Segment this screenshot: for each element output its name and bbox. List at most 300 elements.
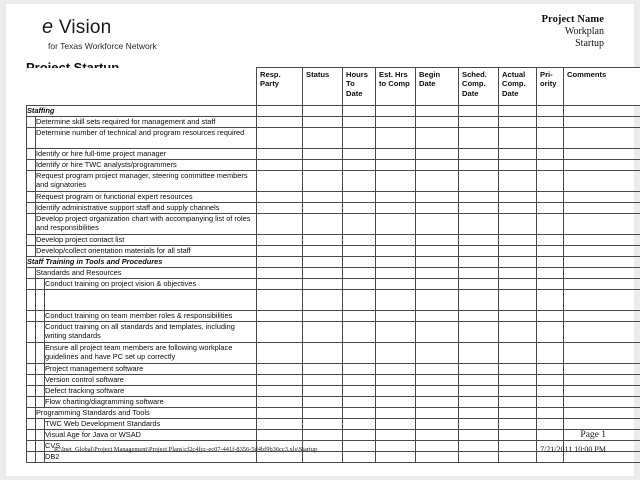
cell-comments: [564, 171, 640, 192]
task-label: Request program or functional expert resources: [36, 192, 257, 203]
cell-actual-comp-date: [499, 235, 537, 246]
task-label: Version control software: [45, 375, 257, 386]
cell-begin-date: [416, 279, 459, 290]
cell-sched-comp-date: [459, 311, 499, 322]
cell-begin-date: [416, 171, 459, 192]
column-header-comments: Comments: [564, 68, 640, 106]
indent-spacer: [36, 364, 45, 375]
cell-priority: [537, 203, 564, 214]
cell-status: [303, 386, 343, 397]
cell-status: [303, 408, 343, 419]
cell-sched-comp-date: [459, 386, 499, 397]
indent-spacer: [27, 171, 36, 192]
cell-sched-comp-date: [459, 279, 499, 290]
cell-status: [303, 246, 343, 257]
cell-sched-comp-date: [459, 290, 499, 311]
cell-begin-date: [416, 160, 459, 171]
table-row: [27, 214, 640, 235]
cell-comments: [564, 375, 640, 386]
cell-begin-date: [416, 149, 459, 160]
task-label: Flow charting/diagramming software: [45, 397, 257, 408]
table-row: [27, 322, 640, 343]
cell-actual-comp-date: [499, 117, 537, 128]
table-row: [27, 192, 640, 203]
cell-comments: [564, 214, 640, 235]
cell-status: [303, 343, 343, 364]
cell-begin-date: [416, 386, 459, 397]
task-label: DB2: [45, 452, 257, 463]
indent-spacer: [36, 343, 45, 364]
cell-est-hrs-to-comp: [376, 311, 416, 322]
table-header-row: [27, 68, 640, 106]
task-label: Identify or hire full-time project manager: [36, 149, 257, 160]
task-label: Defect tracking software: [45, 386, 257, 397]
cell-est-hrs-to-comp: [376, 386, 416, 397]
cell-resp-party: [257, 268, 303, 279]
cell-resp-party: [257, 171, 303, 192]
cell-sched-comp-date: [459, 203, 499, 214]
cell-status: [303, 268, 343, 279]
cell-actual-comp-date: [499, 408, 537, 419]
cell-status: [303, 106, 343, 117]
table-row: [27, 279, 640, 290]
section-label: Staff Training in Tools and Procedures: [27, 257, 257, 268]
indent-spacer: [27, 322, 36, 343]
cell-actual-comp-date: [499, 364, 537, 375]
task-label: Conduct training on project vision & objectives: [45, 279, 257, 290]
cell-est-hrs-to-comp: [376, 343, 416, 364]
cell-actual-comp-date: [499, 203, 537, 214]
cell-resp-party: [257, 257, 303, 268]
cell-status: [303, 192, 343, 203]
cell-begin-date: [416, 322, 459, 343]
cell-begin-date: [416, 290, 459, 311]
cell-comments: [564, 257, 640, 268]
cell-sched-comp-date: [459, 192, 499, 203]
cell-priority: [537, 235, 564, 246]
cell-status: [303, 149, 343, 160]
cell-priority: [537, 375, 564, 386]
cell-resp-party: [257, 397, 303, 408]
cell-priority: [537, 117, 564, 128]
cell-resp-party: [257, 375, 303, 386]
cell-sched-comp-date: [459, 364, 499, 375]
cell-status: [303, 117, 343, 128]
task-label: Conduct training on team member roles & responsibilities: [45, 311, 257, 322]
cell-actual-comp-date: [499, 246, 537, 257]
cell-comments: [564, 311, 640, 322]
cell-actual-comp-date: [499, 375, 537, 386]
cell-comments: [564, 343, 640, 364]
cell-est-hrs-to-comp: [376, 128, 416, 149]
cell-priority: [537, 171, 564, 192]
table-row: [27, 149, 640, 160]
indent-spacer: [36, 290, 45, 311]
cell-hours-to-date: [343, 246, 376, 257]
brand-vision-word: Vision: [58, 17, 112, 38]
task-label: Determine skill sets required for management and staff: [36, 117, 257, 128]
indent-spacer: [36, 322, 45, 343]
cell-status: [303, 128, 343, 149]
cell-sched-comp-date: [459, 397, 499, 408]
cell-begin-date: [416, 106, 459, 117]
indent-spacer: [27, 397, 36, 408]
table-row: [27, 268, 640, 279]
cell-comments: [564, 290, 640, 311]
cell-begin-date: [416, 246, 459, 257]
cell-comments: [564, 128, 640, 149]
table-row: [27, 160, 640, 171]
cell-priority: [537, 386, 564, 397]
indent-spacer: [27, 279, 36, 290]
cell-resp-party: [257, 246, 303, 257]
cell-actual-comp-date: [499, 160, 537, 171]
cell-status: [303, 311, 343, 322]
cell-actual-comp-date: [499, 106, 537, 117]
cell-actual-comp-date: [499, 128, 537, 149]
cell-resp-party: [257, 149, 303, 160]
cell-sched-comp-date: [459, 160, 499, 171]
cell-begin-date: [416, 375, 459, 386]
cell-hours-to-date: [343, 290, 376, 311]
table-row: [27, 311, 640, 322]
cell-comments: [564, 149, 640, 160]
cell-comments: [564, 268, 640, 279]
cell-est-hrs-to-comp: [376, 235, 416, 246]
cell-sched-comp-date: [459, 246, 499, 257]
cell-resp-party: [257, 106, 303, 117]
cell-actual-comp-date: [499, 257, 537, 268]
cell-sched-comp-date: [459, 117, 499, 128]
cell-resp-party: [257, 214, 303, 235]
cell-actual-comp-date: [499, 311, 537, 322]
indent-spacer: [27, 160, 36, 171]
cell-comments: [564, 192, 640, 203]
cell-hours-to-date: [343, 171, 376, 192]
brand-tagline: for Texas Workforce Network: [48, 41, 157, 51]
cell-actual-comp-date: [499, 397, 537, 408]
task-label: Request program project manager, steering committee members and signatories: [36, 171, 257, 192]
table-row: [27, 343, 640, 364]
indent-spacer: [27, 375, 36, 386]
cell-priority: [537, 268, 564, 279]
cell-actual-comp-date: [499, 268, 537, 279]
cell-status: [303, 322, 343, 343]
cell-resp-party: [257, 290, 303, 311]
cell-hours-to-date: [343, 117, 376, 128]
cell-hours-to-date: [343, 322, 376, 343]
cell-resp-party: [257, 203, 303, 214]
project-name: Project Name: [541, 14, 604, 25]
cell-actual-comp-date: [499, 149, 537, 160]
cell-est-hrs-to-comp: [376, 397, 416, 408]
cell-priority: [537, 192, 564, 203]
cell-resp-party: [257, 128, 303, 149]
table-row: [27, 386, 640, 397]
cell-begin-date: [416, 117, 459, 128]
cell-est-hrs-to-comp: [376, 149, 416, 160]
indent-spacer: [27, 117, 36, 128]
task-label: Standards and Resources: [36, 268, 257, 279]
cell-comments: [564, 106, 640, 117]
cell-est-hrs-to-comp: [376, 290, 416, 311]
cell-hours-to-date: [343, 149, 376, 160]
task-label: Develop project organization chart with accompanying list of roles and responsibilities: [36, 214, 257, 235]
cell-sched-comp-date: [459, 214, 499, 235]
cell-hours-to-date: [343, 386, 376, 397]
indent-spacer: [27, 343, 36, 364]
cell-comments: [564, 203, 640, 214]
cell-priority: [537, 290, 564, 311]
table-row: [27, 117, 640, 128]
indent-spacer: [36, 397, 45, 408]
cell-status: [303, 279, 343, 290]
table-row: [27, 408, 640, 419]
section-header-row: [27, 106, 640, 117]
cell-actual-comp-date: [499, 290, 537, 311]
indent-spacer: [27, 149, 36, 160]
section-label: Staffing: [27, 106, 257, 117]
column-header-hours-to-date: Hours To Date: [343, 68, 376, 106]
project-doc-type: Workplan: [564, 26, 604, 37]
brand-e-letter: e: [42, 16, 54, 38]
cell-begin-date: [416, 214, 459, 235]
brand-logo: [42, 16, 157, 51]
indent-spacer: [27, 214, 36, 235]
cell-comments: [564, 279, 640, 290]
cell-begin-date: [416, 397, 459, 408]
cell-est-hrs-to-comp: [376, 214, 416, 235]
cell-hours-to-date: [343, 343, 376, 364]
task-label: Programming Standards and Tools: [36, 408, 257, 419]
indent-spacer: [27, 311, 36, 322]
cell-begin-date: [416, 192, 459, 203]
printed-page: [6, 4, 634, 476]
cell-hours-to-date: [343, 235, 376, 246]
column-header-actual-comp-date: Actual Comp. Date: [499, 68, 537, 106]
indent-spacer: [27, 364, 36, 375]
cell-comments: [564, 235, 640, 246]
task-label: Identify or hire TWC analysts/programmers: [36, 160, 257, 171]
indent-spacer: [36, 375, 45, 386]
cell-comments: [564, 408, 640, 419]
indent-spacer: [27, 290, 36, 311]
cell-resp-party: [257, 279, 303, 290]
cell-actual-comp-date: [499, 192, 537, 203]
cell-status: [303, 290, 343, 311]
cell-est-hrs-to-comp: [376, 408, 416, 419]
cell-begin-date: [416, 128, 459, 149]
footer-timestamp: 7/21/2011 10:00 PM: [540, 445, 606, 454]
cell-hours-to-date: [343, 268, 376, 279]
cell-hours-to-date: [343, 160, 376, 171]
cell-begin-date: [416, 203, 459, 214]
task-label: Develop project contact list: [36, 235, 257, 246]
table-body: [27, 106, 640, 463]
project-phase: Startup: [575, 38, 604, 49]
indent-spacer: [27, 192, 36, 203]
indent-spacer: [27, 386, 36, 397]
cell-priority: [537, 149, 564, 160]
cell-priority: [537, 343, 564, 364]
task-label: CVS: [45, 441, 257, 452]
cell-hours-to-date: [343, 279, 376, 290]
cell-hours-to-date: [343, 364, 376, 375]
cell-est-hrs-to-comp: [376, 117, 416, 128]
cell-resp-party: [257, 192, 303, 203]
indent-spacer: [36, 279, 45, 290]
indent-spacer: [27, 408, 36, 419]
cell-sched-comp-date: [459, 128, 499, 149]
cell-resp-party: [257, 364, 303, 375]
column-header-est-hrs-to-comp: Est. Hrs to Comp: [376, 68, 416, 106]
cell-sched-comp-date: [459, 235, 499, 246]
table-row: [27, 375, 640, 386]
task-label: Determine number of technical and program resources required: [36, 128, 257, 149]
cell-status: [303, 235, 343, 246]
cell-est-hrs-to-comp: [376, 279, 416, 290]
cell-sched-comp-date: [459, 106, 499, 117]
cell-resp-party: [257, 343, 303, 364]
table-row: [27, 364, 640, 375]
cell-sched-comp-date: [459, 408, 499, 419]
column-header-task: [27, 68, 257, 106]
cell-est-hrs-to-comp: [376, 246, 416, 257]
cell-status: [303, 160, 343, 171]
cell-begin-date: [416, 311, 459, 322]
cell-priority: [537, 214, 564, 235]
cell-est-hrs-to-comp: [376, 268, 416, 279]
cell-sched-comp-date: [459, 257, 499, 268]
cell-actual-comp-date: [499, 279, 537, 290]
table-row: [27, 171, 640, 192]
cell-comments: [564, 322, 640, 343]
cell-resp-party: [257, 235, 303, 246]
cell-est-hrs-to-comp: [376, 364, 416, 375]
footer-page-number: Page 1: [580, 430, 606, 440]
task-label: Conduct training on all standards and templates, including writing standards: [45, 322, 257, 343]
cell-hours-to-date: [343, 128, 376, 149]
cell-priority: [537, 322, 564, 343]
cell-est-hrs-to-comp: [376, 257, 416, 268]
cell-comments: [564, 160, 640, 171]
indent-spacer: [36, 386, 45, 397]
cell-priority: [537, 257, 564, 268]
cell-est-hrs-to-comp: [376, 322, 416, 343]
cell-resp-party: [257, 386, 303, 397]
cell-priority: [537, 408, 564, 419]
indent-spacer: [27, 203, 36, 214]
indent-spacer: [27, 128, 36, 149]
cell-actual-comp-date: [499, 343, 537, 364]
cell-hours-to-date: [343, 257, 376, 268]
cell-status: [303, 375, 343, 386]
cell-est-hrs-to-comp: [376, 375, 416, 386]
cell-begin-date: [416, 343, 459, 364]
cell-begin-date: [416, 235, 459, 246]
cell-hours-to-date: [343, 397, 376, 408]
task-label: Identify administrative support staff and supply channels: [36, 203, 257, 214]
column-header-priority: Pri- ority: [537, 68, 564, 106]
cell-actual-comp-date: [499, 171, 537, 192]
cell-hours-to-date: [343, 311, 376, 322]
cell-est-hrs-to-comp: [376, 106, 416, 117]
cell-actual-comp-date: [499, 322, 537, 343]
section-header-row: [27, 257, 640, 268]
cell-resp-party: [257, 322, 303, 343]
cell-priority: [537, 364, 564, 375]
cell-priority: [537, 160, 564, 171]
cell-priority: [537, 106, 564, 117]
cell-begin-date: [416, 257, 459, 268]
cell-est-hrs-to-comp: [376, 192, 416, 203]
indent-spacer: [27, 235, 36, 246]
cell-status: [303, 257, 343, 268]
cell-hours-to-date: [343, 203, 376, 214]
cell-actual-comp-date: [499, 214, 537, 235]
table-row: [27, 246, 640, 257]
cell-comments: [564, 117, 640, 128]
task-label: TWC Web Development Standards: [45, 419, 257, 430]
brand-name: [42, 16, 157, 39]
task-label: Visual Age for Java or WSAD: [45, 430, 257, 441]
cell-resp-party: [257, 160, 303, 171]
task-label: Ensure all project team members are following workplace guidelines and have PC set up correctly: [45, 343, 257, 364]
cell-sched-comp-date: [459, 322, 499, 343]
cell-comments: [564, 397, 640, 408]
cell-priority: [537, 311, 564, 322]
task-label: [45, 290, 257, 311]
column-header-resp-party: Resp. Party: [257, 68, 303, 106]
cell-comments: [564, 364, 640, 375]
table-row: [27, 235, 640, 246]
cell-status: [303, 214, 343, 235]
task-label: Project management software: [45, 364, 257, 375]
cell-hours-to-date: [343, 214, 376, 235]
cell-est-hrs-to-comp: [376, 160, 416, 171]
cell-comments: [564, 246, 640, 257]
cell-actual-comp-date: [499, 386, 537, 397]
cell-comments: [564, 386, 640, 397]
project-info: [541, 14, 604, 49]
cell-sched-comp-date: [459, 149, 499, 160]
cell-est-hrs-to-comp: [376, 171, 416, 192]
cell-priority: [537, 397, 564, 408]
cell-priority: [537, 279, 564, 290]
column-header-begin-date: Begin Date: [416, 68, 459, 106]
workplan-table: [26, 67, 640, 463]
indent-spacer: [27, 246, 36, 257]
cell-status: [303, 364, 343, 375]
cell-hours-to-date: [343, 192, 376, 203]
page-header: [6, 4, 634, 56]
cell-hours-to-date: [343, 408, 376, 419]
cell-begin-date: [416, 408, 459, 419]
footer-file-path: R:\Inet_Global\Project Management\Project Plans\cf2c4fcc-ec07-441f-8356-5d4bf9b36cc3.xls\Startup: [54, 446, 318, 453]
column-header-sched-comp-date: Sched. Comp. Date: [459, 68, 499, 106]
cell-sched-comp-date: [459, 268, 499, 279]
cell-sched-comp-date: [459, 171, 499, 192]
cell-hours-to-date: [343, 106, 376, 117]
page-footer: [6, 428, 634, 462]
cell-resp-party: [257, 117, 303, 128]
cell-resp-party: [257, 311, 303, 322]
cell-hours-to-date: [343, 375, 376, 386]
cell-est-hrs-to-comp: [376, 203, 416, 214]
table-row: [27, 397, 640, 408]
cell-sched-comp-date: [459, 375, 499, 386]
indent-spacer: [36, 311, 45, 322]
